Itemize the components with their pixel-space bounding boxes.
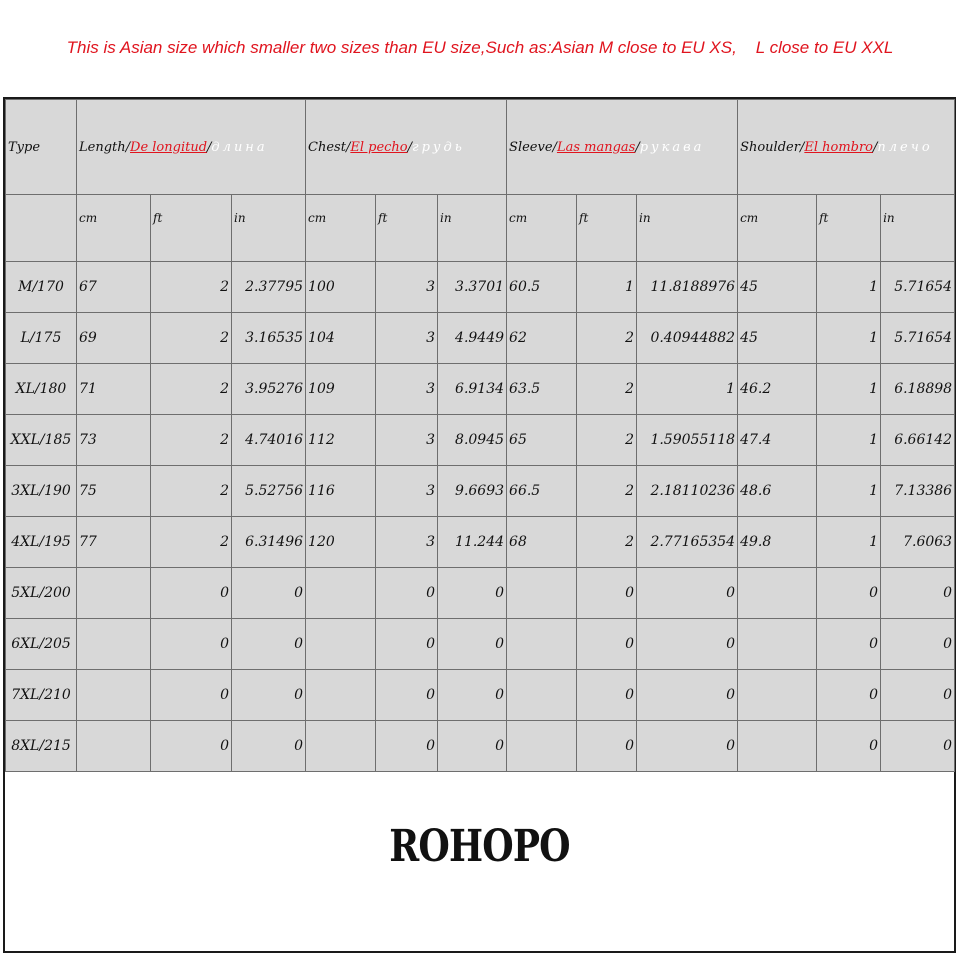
table-cell: 5.71654: [881, 313, 955, 364]
size-type-cell: XXL/185: [6, 415, 77, 466]
size-notice: This is Asian size which smaller two sizes than EU size,Such as:Asian M close to EU XS, L close to EU XXL: [66, 38, 894, 57]
table-cell: 0: [817, 721, 881, 772]
table-cell: 0: [438, 619, 507, 670]
table-cell: [738, 619, 817, 670]
table-cell: 4.9449: [438, 313, 507, 364]
table-cell: 2: [151, 517, 232, 568]
table-cell: 0: [817, 568, 881, 619]
table-cell: 0: [817, 670, 881, 721]
table-cell: 100: [306, 262, 376, 313]
table-row: [6, 313, 955, 364]
header-length: [77, 100, 306, 195]
header-separator: /: [552, 139, 557, 155]
table-cell: 65: [507, 415, 577, 466]
table-cell: 7.6063: [881, 517, 955, 568]
table-cell: 63.5: [507, 364, 577, 415]
table-cell: 2: [151, 262, 232, 313]
table-cell: 11.244: [438, 517, 507, 568]
header-shoulder-es: El hombro: [804, 139, 874, 155]
table-cell: 0: [637, 721, 738, 772]
table-cell: 0: [438, 721, 507, 772]
table-cell: 3.16535: [232, 313, 306, 364]
table-cell: 116: [306, 466, 376, 517]
table-cell: [306, 619, 376, 670]
table-cell: 6.18898: [881, 364, 955, 415]
table-row: [6, 364, 955, 415]
table-cell: 2: [577, 517, 637, 568]
table-cell: 0: [577, 568, 637, 619]
table-cell: 0: [881, 619, 955, 670]
table-cell: 5.52756: [232, 466, 306, 517]
header-sleeve-en: Sleeve: [509, 139, 553, 155]
header-type: Type: [6, 100, 77, 195]
table-row: [6, 619, 955, 670]
header-separator: /: [407, 139, 413, 155]
table-cell: 62: [507, 313, 577, 364]
unit-cell: in: [232, 195, 306, 262]
table-cell: 73: [77, 415, 151, 466]
table-cell: 0: [232, 619, 306, 670]
header-separator: /: [635, 139, 640, 155]
table-cell: [507, 670, 577, 721]
unit-cell: ft: [817, 195, 881, 262]
size-type-cell: 7XL/210: [6, 670, 77, 721]
table-cell: 0: [232, 568, 306, 619]
table-cell: 69: [77, 313, 151, 364]
table-cell: 0: [637, 670, 738, 721]
table-cell: 3.95276: [232, 364, 306, 415]
table-row: [6, 466, 955, 517]
size-type-cell: 8XL/215: [6, 721, 77, 772]
table-cell: 0: [637, 619, 738, 670]
table-cell: 0: [151, 619, 232, 670]
table-cell: [306, 568, 376, 619]
table-cell: 1.59055118: [637, 415, 738, 466]
header-chest-es: El pecho: [350, 139, 408, 155]
table-cell: 6.66142: [881, 415, 955, 466]
table-cell: 2.77165354: [637, 517, 738, 568]
size-chart-sheet: [3, 97, 956, 953]
table-cell: 11.8188976: [637, 262, 738, 313]
table-cell: [77, 670, 151, 721]
table-cell: 1: [817, 313, 881, 364]
table-cell: 0: [151, 568, 232, 619]
unit-cell: in: [637, 195, 738, 262]
table-cell: 2: [151, 415, 232, 466]
header-chest: [306, 100, 507, 195]
header-shoulder-ru: плечо: [877, 139, 933, 155]
header-sleeve: [507, 100, 738, 195]
table-cell: 7.13386: [881, 466, 955, 517]
unit-cell: cm: [507, 195, 577, 262]
table-cell: 5.71654: [881, 262, 955, 313]
table-cell: 0: [881, 670, 955, 721]
table-cell: 1: [817, 466, 881, 517]
size-type-cell: 4XL/195: [6, 517, 77, 568]
table-cell: 8.0945: [438, 415, 507, 466]
table-cell: 0: [881, 721, 955, 772]
header-row: [6, 100, 955, 195]
table-cell: 3: [376, 262, 438, 313]
table-cell: 9.6693: [438, 466, 507, 517]
size-chart-table: [5, 99, 955, 772]
table-cell: [77, 619, 151, 670]
size-type-cell: 6XL/205: [6, 619, 77, 670]
table-cell: 75: [77, 466, 151, 517]
table-cell: 1: [817, 415, 881, 466]
table-cell: 0: [577, 670, 637, 721]
table-cell: [738, 568, 817, 619]
unit-row: [6, 195, 955, 262]
table-cell: 49.8: [738, 517, 817, 568]
table-cell: 66.5: [507, 466, 577, 517]
header-separator: /: [207, 139, 212, 155]
table-row: [6, 517, 955, 568]
table-cell: 4.74016: [232, 415, 306, 466]
table-row: [6, 721, 955, 772]
table-cell: [77, 568, 151, 619]
table-cell: 2.18110236: [637, 466, 738, 517]
table-cell: [507, 721, 577, 772]
size-type-cell: L/175: [6, 313, 77, 364]
header-shoulder: [738, 100, 955, 195]
table-row: [6, 262, 955, 313]
table-cell: 0: [438, 670, 507, 721]
table-cell: [77, 721, 151, 772]
table-cell: 2: [151, 466, 232, 517]
table-cell: 1: [577, 262, 637, 313]
table-cell: 1: [637, 364, 738, 415]
table-cell: 0: [232, 721, 306, 772]
table-cell: 2: [151, 364, 232, 415]
table-cell: 45: [738, 313, 817, 364]
table-cell: 3: [376, 313, 438, 364]
table-cell: 71: [77, 364, 151, 415]
table-cell: 0: [151, 721, 232, 772]
table-cell: 45: [738, 262, 817, 313]
header-separator: /: [873, 139, 878, 155]
header-shoulder-en: Shoulder: [740, 139, 800, 155]
table-cell: 0: [232, 670, 306, 721]
header-chest-en: Chest: [308, 139, 346, 155]
table-cell: [306, 721, 376, 772]
unit-cell: ft: [151, 195, 232, 262]
table-cell: 3: [376, 466, 438, 517]
size-type-cell: XL/180: [6, 364, 77, 415]
table-row: [6, 415, 955, 466]
table-cell: 2: [577, 313, 637, 364]
table-cell: 1: [817, 364, 881, 415]
table-cell: 6.31496: [232, 517, 306, 568]
table-cell: 3: [376, 415, 438, 466]
table-cell: 2: [577, 364, 637, 415]
header-separator: /: [125, 139, 131, 155]
table-row: [6, 568, 955, 619]
table-cell: 0: [881, 568, 955, 619]
brand-logo: ROHOPO: [389, 821, 570, 872]
table-cell: 47.4: [738, 415, 817, 466]
header-length-ru: длина: [211, 139, 268, 155]
table-cell: [738, 721, 817, 772]
table-cell: 0: [376, 721, 438, 772]
table-cell: 77: [77, 517, 151, 568]
header-length-en: Length: [79, 139, 126, 155]
unit-cell: cm: [306, 195, 376, 262]
header-sleeve-ru: рукава: [639, 139, 705, 155]
table-cell: 0: [817, 619, 881, 670]
unit-cell: ft: [577, 195, 637, 262]
table-cell: 2.37795: [232, 262, 306, 313]
table-cell: 3.3701: [438, 262, 507, 313]
table-cell: 120: [306, 517, 376, 568]
table-cell: 0: [151, 670, 232, 721]
table-cell: 104: [306, 313, 376, 364]
table-cell: 68: [507, 517, 577, 568]
table-cell: 0.40944882: [637, 313, 738, 364]
table-cell: [507, 619, 577, 670]
table-cell: 109: [306, 364, 376, 415]
table-cell: [738, 670, 817, 721]
unit-cell: cm: [77, 195, 151, 262]
unit-cell: in: [438, 195, 507, 262]
header-chest-ru: грудь: [412, 139, 465, 155]
table-cell: 0: [577, 619, 637, 670]
table-cell: 0: [376, 670, 438, 721]
table-cell: 0: [637, 568, 738, 619]
table-cell: 2: [577, 466, 637, 517]
table-cell: 1: [817, 517, 881, 568]
size-type-cell: 3XL/190: [6, 466, 77, 517]
table-cell: 6.9134: [438, 364, 507, 415]
header-separator: /: [799, 139, 805, 155]
table-cell: 2: [577, 415, 637, 466]
table-cell: [507, 568, 577, 619]
header-sleeve-es: Las mangas: [556, 139, 636, 155]
table-cell: 0: [376, 568, 438, 619]
unit-cell-blank: [6, 195, 77, 262]
table-cell: 46.2: [738, 364, 817, 415]
table-cell: 0: [376, 619, 438, 670]
unit-cell: cm: [738, 195, 817, 262]
table-cell: 0: [438, 568, 507, 619]
table-cell: 60.5: [507, 262, 577, 313]
table-cell: 0: [577, 721, 637, 772]
table-cell: 67: [77, 262, 151, 313]
table-row: [6, 670, 955, 721]
header-separator: /: [345, 139, 351, 155]
size-type-cell: 5XL/200: [6, 568, 77, 619]
table-cell: 1: [817, 262, 881, 313]
table-cell: 3: [376, 517, 438, 568]
size-type-cell: M/170: [6, 262, 77, 313]
table-cell: 2: [151, 313, 232, 364]
table-cell: 112: [306, 415, 376, 466]
table-cell: [306, 670, 376, 721]
unit-cell: ft: [376, 195, 438, 262]
table-cell: 48.6: [738, 466, 817, 517]
table-cell: 3: [376, 364, 438, 415]
unit-cell: in: [881, 195, 955, 262]
header-length-es: De longitud: [130, 139, 208, 155]
